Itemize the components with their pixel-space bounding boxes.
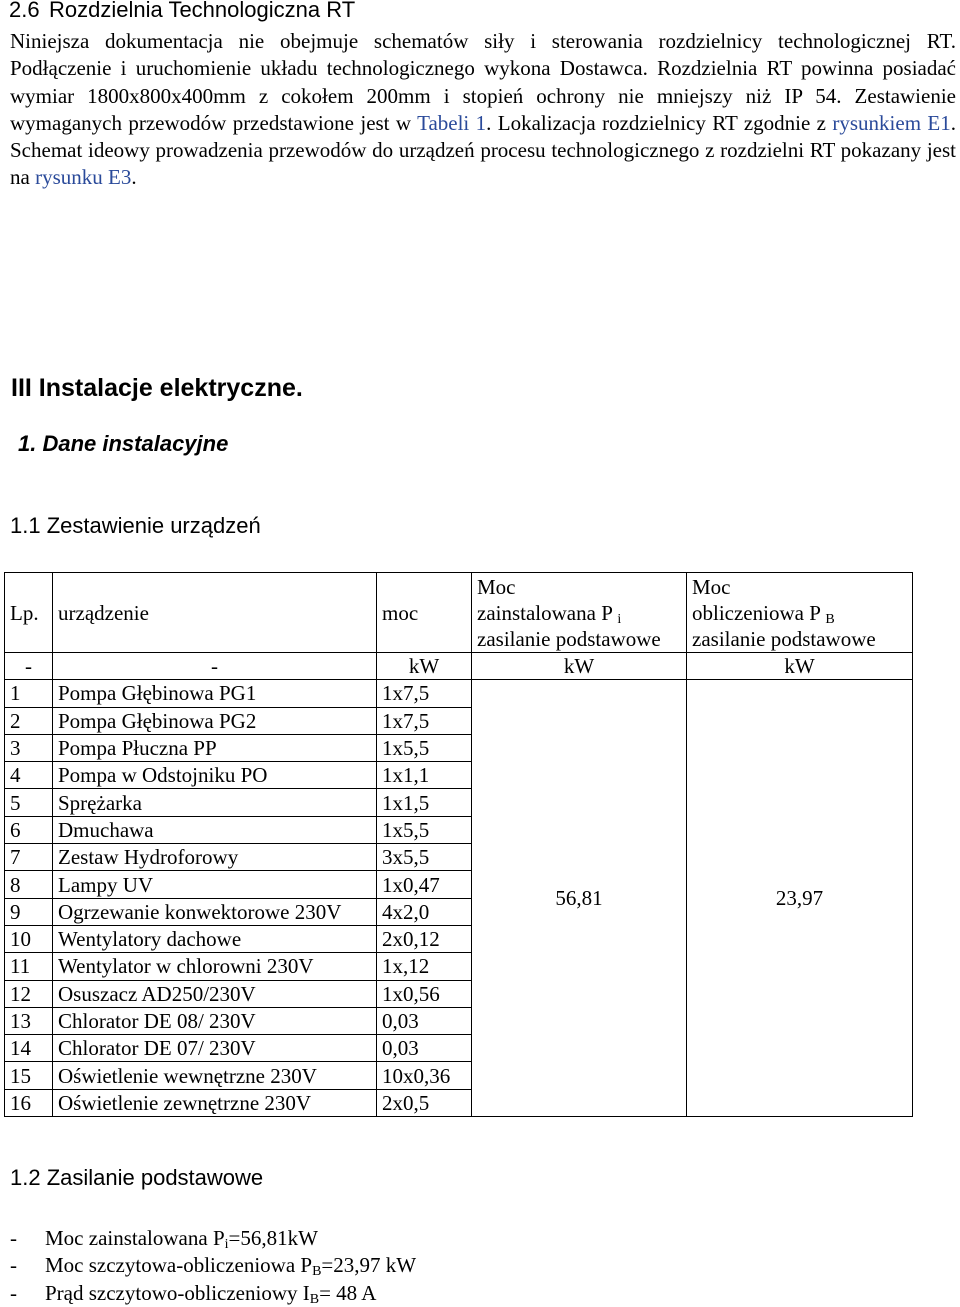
cell-lp: 7 [5,844,53,871]
cell-device: Lampy UV [53,871,377,898]
intro-paragraph [10,28,956,192]
cell-lp: 6 [5,816,53,843]
supply-heading: 1.2 Zasilanie podstawowe [10,1165,264,1190]
section-heading [9,0,355,23]
cell-power: 2x0,12 [377,925,472,952]
cell-device: Dmuchawa [53,816,377,843]
cell-device: Wentylatory dachowe [53,925,377,952]
cell-device: Wentylator w chlorowni 230V [53,953,377,980]
header-device: urządzenie [53,573,377,653]
header-lp: Lp. [5,573,53,653]
cell-lp: 4 [5,762,53,789]
unit-lp: - [5,653,53,680]
link-rysunek-e1[interactable]: rysunkiem E1 [832,110,951,135]
cell-device: Pompa Płuczna PP [53,734,377,761]
cell-power: 1x1,1 [377,762,472,789]
cell-power: 1x1,5 [377,789,472,816]
cell-lp: 13 [5,1007,53,1034]
cell-power: 1x0,56 [377,980,472,1007]
table-header-row [5,573,913,653]
cell-power: 1x7,5 [377,707,472,734]
cell-device: Pompa w Odstojniku PO [53,762,377,789]
cell-device: Pompa Głębinowa PG2 [53,707,377,734]
equipment-list-heading: 1.1 Zestawienie urządzeń [10,513,261,538]
cell-lp: 12 [5,980,53,1007]
cell-device: Chlorator DE 07/ 230V [53,1035,377,1062]
cell-power: 3x5,5 [377,844,472,871]
cell-lp: 9 [5,898,53,925]
section-title: Rozdzielnia Technologiczna RT [49,0,356,22]
cell-power: 1x,12 [377,953,472,980]
cell-lp: 1 [5,680,53,707]
cell-lp: 2 [5,707,53,734]
cell-lp: 11 [5,953,53,980]
cell-lp: 16 [5,1089,53,1116]
equipment-table [4,572,913,1117]
cell-power: 0,03 [377,1007,472,1034]
cell-lp: 15 [5,1062,53,1089]
header-installed-power: Moc zainstalowana P $_i$ zasilanie podstawowe [472,573,687,653]
calculated-power-total: 23,97 [687,680,913,1117]
cell-power: 4x2,0 [377,898,472,925]
cell-device: Sprężarka [53,789,377,816]
unit-installed: kW [472,653,687,680]
cell-device: Zestaw Hydroforowy [53,844,377,871]
subchapter-heading: 1. Dane instalacyjne [18,431,229,456]
cell-power: 1x7,5 [377,680,472,707]
supply-list [10,1225,416,1307]
cell-lp: 5 [5,789,53,816]
supply-item: - Moc szczytowa-obliczeniowa $P_B=23,97$ kW [10,1253,417,1280]
cell-power: 10x0,36 [377,1062,472,1089]
link-rysunek-e3[interactable]: rysunku E3 [35,165,132,190]
cell-device: Oświetlenie wewnętrzne 230V [53,1062,377,1089]
header-calculated-power: Moc obliczeniowa P $_B$ zasilanie podstawowe [687,573,913,653]
cell-device: Ogrzewanie konwektorowe 230V [53,898,377,925]
unit-calc: kW [687,653,913,680]
table-units-row [5,653,913,680]
installed-power-total: 56,81 [472,680,687,1117]
link-tabeli-1[interactable]: Tabeli 1 [417,110,487,135]
cell-power: 1x5,5 [377,816,472,843]
cell-lp: 14 [5,1035,53,1062]
section-number: 2.6 [9,0,40,22]
cell-device: Oświetlenie zewnętrzne 230V [53,1089,377,1116]
cell-power: 1x5,5 [377,734,472,761]
unit-device: - [53,653,377,680]
paragraph-text-1: Niniejsza dokumentacja nie obejmuje schematów siły i sterowania rozdzielnicy technologicznej RT. Podłączenie i uruchomienie układu technologicznego wykona Dostawca. Rozdzielnia RT powinna posiadać wymiar 1800x800x400mm z cokołem 200mm i stopień ochrony nie mniejszy niż IP 54. Zestawienie wymaganych przewodów przedstawione jest w [10,29,956,135]
cell-device: Osuszacz AD250/230V [53,980,377,1007]
paragraph-text-2: . Lokalizacja rozdzielnicy RT zgodnie z [486,110,833,135]
paragraph-text-3: . Schemat ideowy prowadzenia przewodów do urządzeń procesu technologicznego z rozdzielni RT pokazany jest na [10,110,957,190]
cell-lp: 10 [5,925,53,952]
cell-power: 0,03 [377,1035,472,1062]
cell-device: Chlorator DE 08/ 230V [53,1007,377,1034]
supply-item: - Prąd szczytowo-obliczeniowy $I_B= 48$ A [10,1280,377,1307]
table-row [5,680,913,707]
cell-power: 1x0,47 [377,871,472,898]
header-power: moc [377,573,472,653]
cell-power: 2x0,5 [377,1089,472,1116]
cell-lp: 8 [5,871,53,898]
supply-item: - Moc zainstalowana $P_i=56,81kW$ [10,1226,318,1252]
paragraph-text-4: . [131,165,137,190]
cell-lp: 3 [5,734,53,761]
unit-power: kW [377,653,472,680]
cell-device: Pompa Głębinowa PG1 [53,680,377,707]
chapter-heading: III Instalacje elektryczne. [11,374,303,402]
